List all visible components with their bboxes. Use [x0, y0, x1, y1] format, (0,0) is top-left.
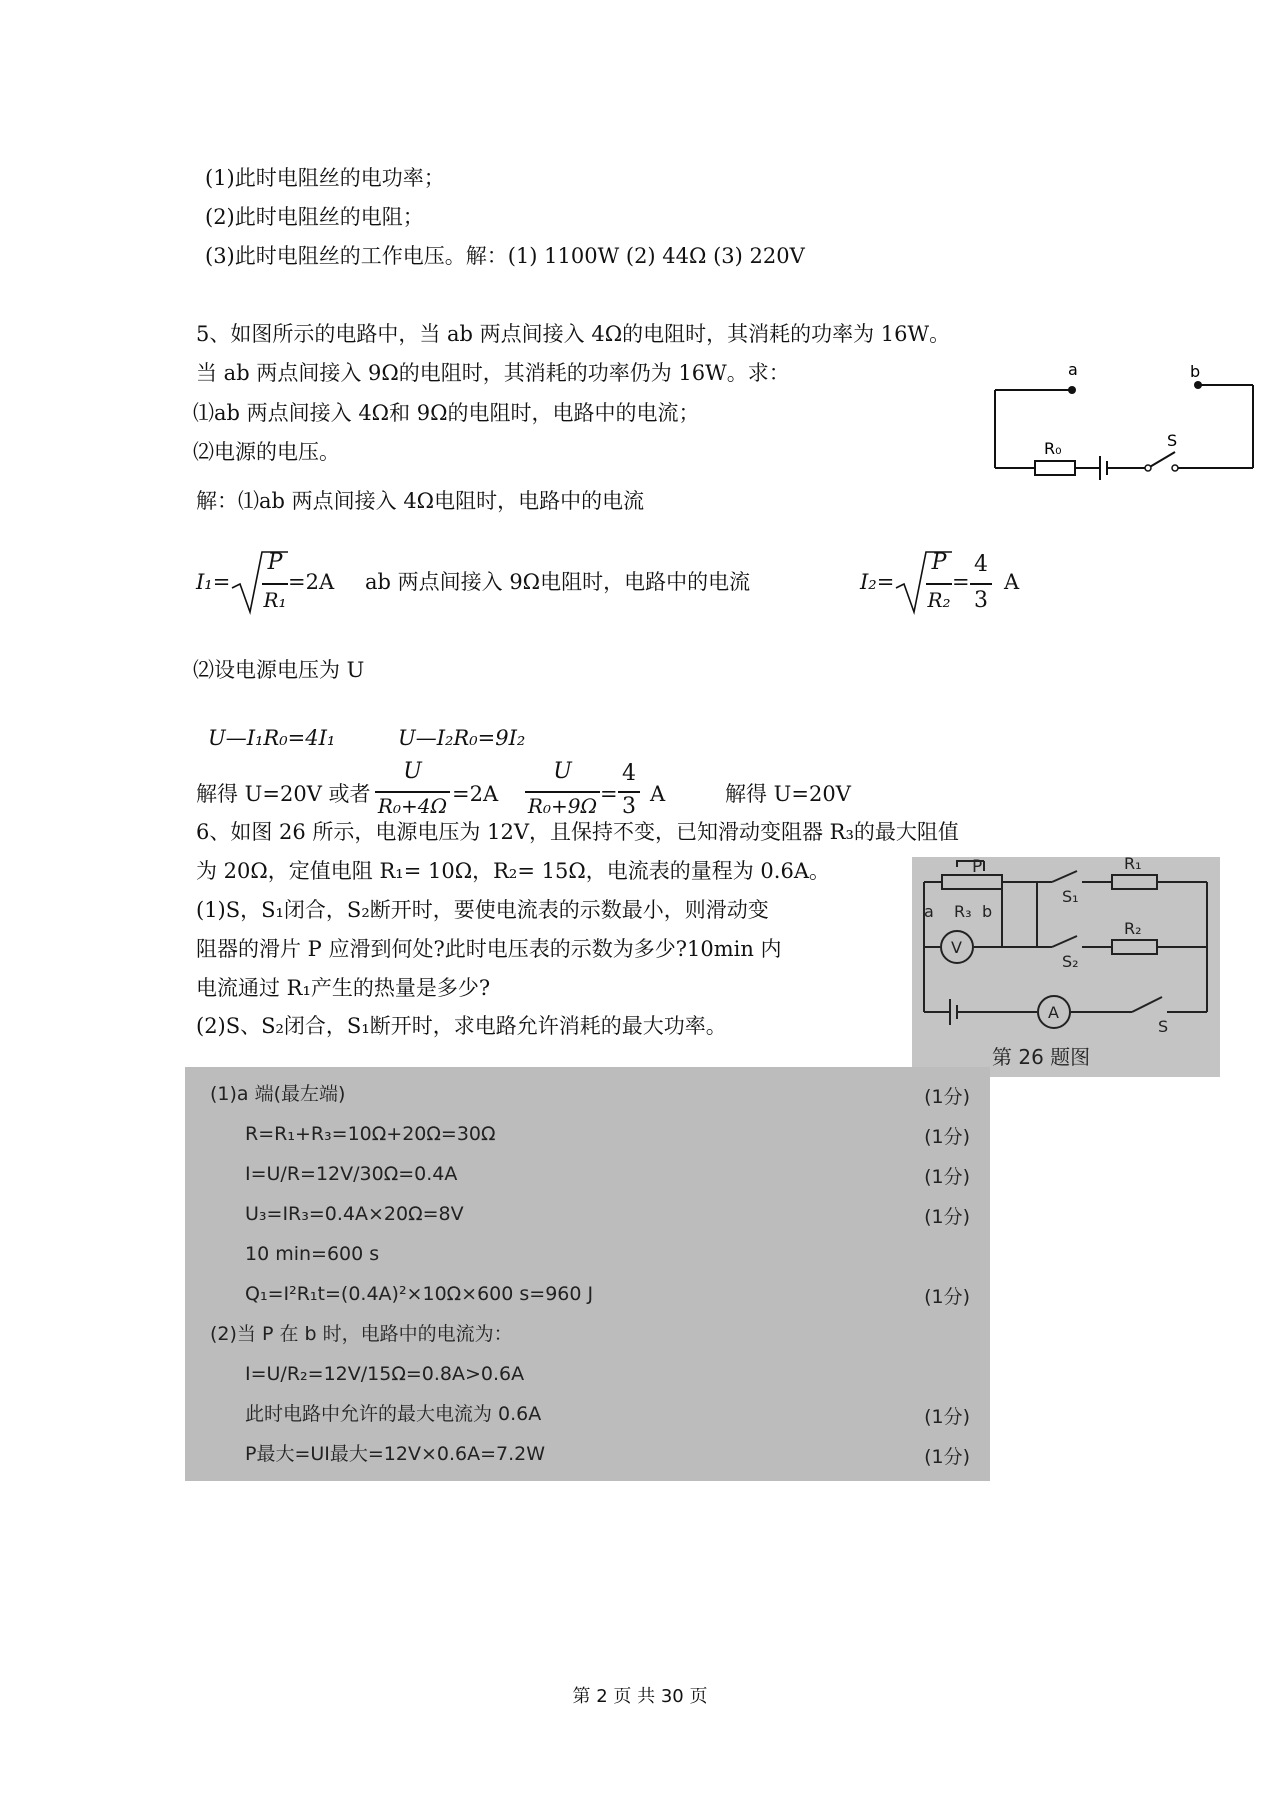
i1-numerator: P	[267, 550, 283, 575]
frac-b-num: U	[553, 759, 572, 784]
q6-line5: 电流通过 R₁产生的热量是多少?	[196, 976, 491, 1000]
answer-score: (1分)	[924, 1286, 970, 1308]
fig26-label-b: b	[982, 902, 993, 921]
answer-line: I=U/R=12V/30Ω=0.4A	[245, 1163, 458, 1185]
fig26-label-a: a	[924, 902, 934, 921]
fig26-label-r2: R₂	[1124, 919, 1142, 938]
answer-line: R=R₁+R₃=10Ω+20Ω=30Ω	[245, 1123, 496, 1145]
q5-solution-intro: 解：⑴ab 两点间接入 4Ω电阻时，电路中的电流	[196, 489, 645, 513]
q6-line3: (1)S，S₁闭合，S₂断开时，要使电流表的示数最小，则滑动变	[196, 898, 769, 922]
answer-score: (1分)	[924, 1166, 970, 1188]
q5-sub1: ⑴ab 两点间接入 4Ω和 9Ω的电阻时，电路中的电流；	[193, 401, 700, 425]
prev-question-1: (1)此时电阻丝的电功率；	[205, 166, 445, 190]
i1-denominator: R₁	[263, 588, 287, 612]
q6-circuit-figure	[912, 857, 1220, 1077]
q5-circuit-figure	[990, 360, 1260, 485]
i1-label: I₁=	[196, 570, 231, 594]
q5-line2: 当 ab 两点间接入 9Ω的电阻时，其消耗的功率仍为 16W。求：	[196, 361, 790, 385]
answer-score: (1分)	[924, 1446, 970, 1468]
answer-line: Q₁=I²R₁t=(0.4A)²×10Ω×600 s=960 J	[245, 1283, 594, 1305]
prev-question-3-answer: (3)此时电阻丝的工作电压。解：(1) 1100W (2) 44Ω (3) 220V	[205, 244, 805, 268]
frac-b-unit: A	[650, 782, 666, 806]
q5-terminal-a	[1068, 386, 1076, 394]
answer-line: (2)当 P 在 b 时，电路中的电流为：	[210, 1323, 513, 1345]
i2-denominator: R₂	[927, 588, 951, 612]
answer-line: 此时电路中允许的最大电流为 0.6A	[245, 1403, 542, 1425]
fig26-label-s2: S₂	[1062, 952, 1079, 971]
fig26-label-r1: R₁	[1124, 857, 1142, 873]
frac-b-rden: 3	[622, 794, 636, 819]
i2-frac-num: 4	[974, 552, 988, 577]
q5-label-s: S	[1167, 431, 1178, 450]
q5-line1: 5、如图所示的电路中，当 ab 两点间接入 4Ω的电阻时，其消耗的功率为 16W。	[196, 322, 951, 346]
frac-a-den: R₀+4Ω	[377, 794, 448, 818]
fig26-label-s: S	[1158, 1017, 1169, 1036]
answer-score: (1分)	[924, 1126, 970, 1148]
fig26-caption: 第 26 题图	[992, 1045, 1091, 1069]
prev-question-2: (2)此时电阻丝的电阻；	[205, 205, 424, 229]
i2-frac-den: 3	[974, 588, 988, 613]
answer-line: 10 min=600 s	[245, 1243, 380, 1265]
i1-result: =2A	[288, 570, 335, 594]
q5-equation-1: U—I₁R₀=4I₁	[208, 726, 336, 750]
i2-label: I₂=	[860, 570, 895, 594]
q5-sub2: ⑵电源的电压。	[193, 440, 340, 464]
answer-score: (1分)	[924, 1206, 970, 1228]
q6-line4: 阻器的滑片 P 应滑到何处?此时电压表的示数为多少?10min 内	[196, 937, 782, 961]
answer-score: (1分)	[924, 1406, 970, 1428]
page-footer: 第 2 页 共 30 页	[572, 1686, 708, 1707]
frac-b-equals: =	[600, 782, 618, 806]
answer-line: P最大=UI最大=12V×0.6A=7.2W	[245, 1443, 546, 1465]
answer-line: (1)a 端(最左端)	[210, 1083, 346, 1105]
q5-label-a: a	[1068, 360, 1078, 379]
q5-solve-prefix: 解得 U=20V 或者	[196, 782, 371, 806]
q5-terminal-b	[1194, 381, 1202, 389]
q6-line1: 6、如图 26 所示，电源电压为 12V，且保持不变，已知滑动变阻器 R₃的最大阻值	[196, 820, 959, 844]
q6-line2: 为 20Ω，定值电阻 R₁= 10Ω，R₂= 15Ω，电流表的量程为 0.6A。	[196, 859, 830, 883]
answer-score: (1分)	[924, 1086, 970, 1108]
q5-middle-text: ab 两点间接入 9Ω电阻时，电路中的电流	[365, 570, 751, 594]
fig26-label-ammeter: A	[1048, 1003, 1059, 1022]
answer-line: U₃=IR₃=0.4A×20Ω=8V	[245, 1203, 464, 1225]
answer-line: I=U/R₂=12V/15Ω=0.8A>0.6A	[245, 1363, 525, 1385]
i2-numerator: P	[931, 550, 947, 575]
q5-label-r0: R₀	[1044, 439, 1062, 458]
fig26-label-p: P	[972, 857, 983, 877]
frac-a-num: U	[403, 759, 422, 784]
q5-equation-2: U—I₂R₀=9I₂	[398, 726, 526, 750]
frac-b-rnum: 4	[622, 761, 636, 786]
i2-equals: =	[952, 570, 970, 594]
q5-part2-intro: ⑵设电源电压为 U	[193, 658, 365, 682]
q5-solve-suffix: 解得 U=20V	[725, 782, 851, 806]
frac-b-den: R₀+9Ω	[527, 794, 598, 818]
q6-answer-box	[185, 1067, 990, 1481]
fig26-label-r3: R₃	[954, 902, 972, 921]
frac-a-result: =2A	[452, 782, 499, 806]
q6-line6: (2)S、S₂闭合，S₁断开时，求电路允许消耗的最大功率。	[196, 1014, 727, 1038]
fig26-label-s1: S₁	[1062, 887, 1079, 906]
q5-label-b: b	[1190, 362, 1201, 381]
fig26-label-v: V	[951, 938, 962, 957]
i2-unit: A	[1004, 570, 1020, 594]
